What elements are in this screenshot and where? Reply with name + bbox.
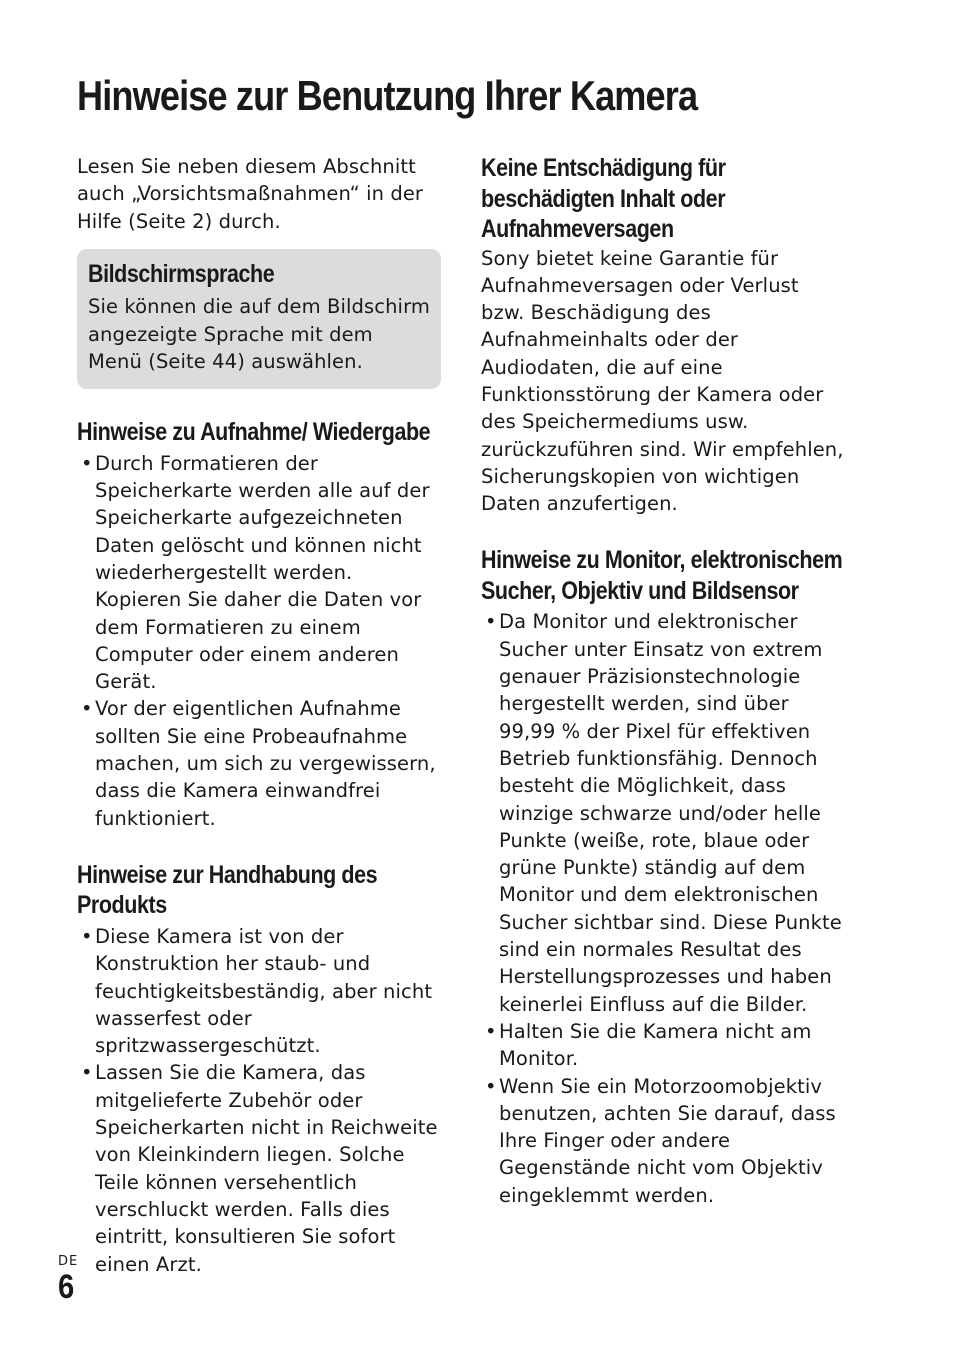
bullet-list xyxy=(481,608,847,1209)
section-recording-playback xyxy=(77,417,441,832)
list-item: • Halten Sie die Kamera nicht am Monitor. xyxy=(481,1018,847,1073)
list-item: • Vor der eigentlichen Aufnahme sollten Sie eine Probeaufnahme machen, um sich zu vergewissern, dass die Kamera einwandfrei funktioniert. xyxy=(77,695,441,831)
section-heading: Hinweise zur Handhabung des Produkts xyxy=(77,860,378,920)
page-language-code: DE xyxy=(58,1254,79,1269)
section-no-compensation xyxy=(481,153,847,517)
list-item: • Da Monitor und elektronischer Sucher unter Einsatz von extrem genauer Präzisionstechnologie hergestellt werden, sind über 99,99 % der Pixel für effektiven Betrieb funktionsfähig. Dennoch besteht die Möglichkeit, dass winzige schwarze und/oder helle Punkte (weiße, rote, blaue oder grüne Punkte) ständig auf dem Monitor und dem elektronischen Sucher sichtbar sind. Diese Punkte sind ein normales Resultat des Herstellungsprozesses und haben keinerlei Einfluss auf die Bilder. xyxy=(481,608,847,1017)
list-item: • Lassen Sie die Kamera, das mitgelieferte Zubehör oder Speicherkarten nicht in Reichweite von Kleinkindern liegen. Solche Teile können versehentlich verschluckt werden. Falls dies eintritt, konsultieren Sie sofort einen Arzt. xyxy=(77,1059,441,1277)
section-heading: Keine Entschädigung für beschädigten Inhalt oder Aufnahmeversagen xyxy=(481,154,726,243)
bullet-list xyxy=(77,923,441,1278)
section-heading: Hinweise zu Monitor, elektronischem Sucher, Objektiv und Bildsensor xyxy=(481,546,843,605)
info-box-text: Sie können die auf dem Bildschirm angezeigte Sprache mit dem Menü (Seite 44) auswählen. xyxy=(88,295,430,373)
section-text: Sony bietet keine Garantie für Aufnahmeversagen oder Verlust bzw. Beschädigung des Aufnahmeinhalts oder der Audiodaten, die auf eine Funktionsstörung der Kamera oder des Speichermediums usw. zurückzuführen sind. Wir empfehlen, Sicherungskopien von wichtigen Daten anzufertigen. xyxy=(481,246,844,516)
left-column xyxy=(77,153,441,1278)
intro-text: Lesen Sie neben diesem Abschnitt auch „Vorsichtsmaßnahmen“ in der Hilfe (Seite 2) durch. xyxy=(77,155,424,233)
right-column xyxy=(481,153,847,1209)
list-item: • Diese Kamera ist von der Konstruktion her staub- und feuchtigkeitsbeständig, aber nicht wasserfest oder spritzwassergeschützt. xyxy=(77,923,441,1059)
section-heading: Hinweise zu Aufnahme/ Wiedergabe xyxy=(77,418,431,447)
page-title: Hinweise zur Benutzung Ihrer Kamera xyxy=(77,72,698,119)
list-item: • Durch Formatieren der Speicherkarte werden alle auf der Speicherkarte aufgezeichneten Daten gelöscht und können nicht wiederhergestellt werden. Kopieren Sie daher die Daten vor dem Formatieren zu einem Computer oder einem anderen Gerät. xyxy=(77,450,441,696)
section-monitor-viewfinder xyxy=(481,545,847,1209)
page-number: 6 xyxy=(58,1268,75,1306)
info-box-heading: Bildschirmsprache xyxy=(88,259,275,288)
section-product-handling xyxy=(77,860,441,1278)
bullet-list xyxy=(77,450,441,832)
language-info-box xyxy=(77,249,441,389)
list-item: • Wenn Sie ein Motorzoomobjektiv benutzen, achten Sie darauf, dass Ihre Finger oder andere Gegenstände nicht vom Objektiv eingeklemmt werden. xyxy=(481,1073,847,1209)
